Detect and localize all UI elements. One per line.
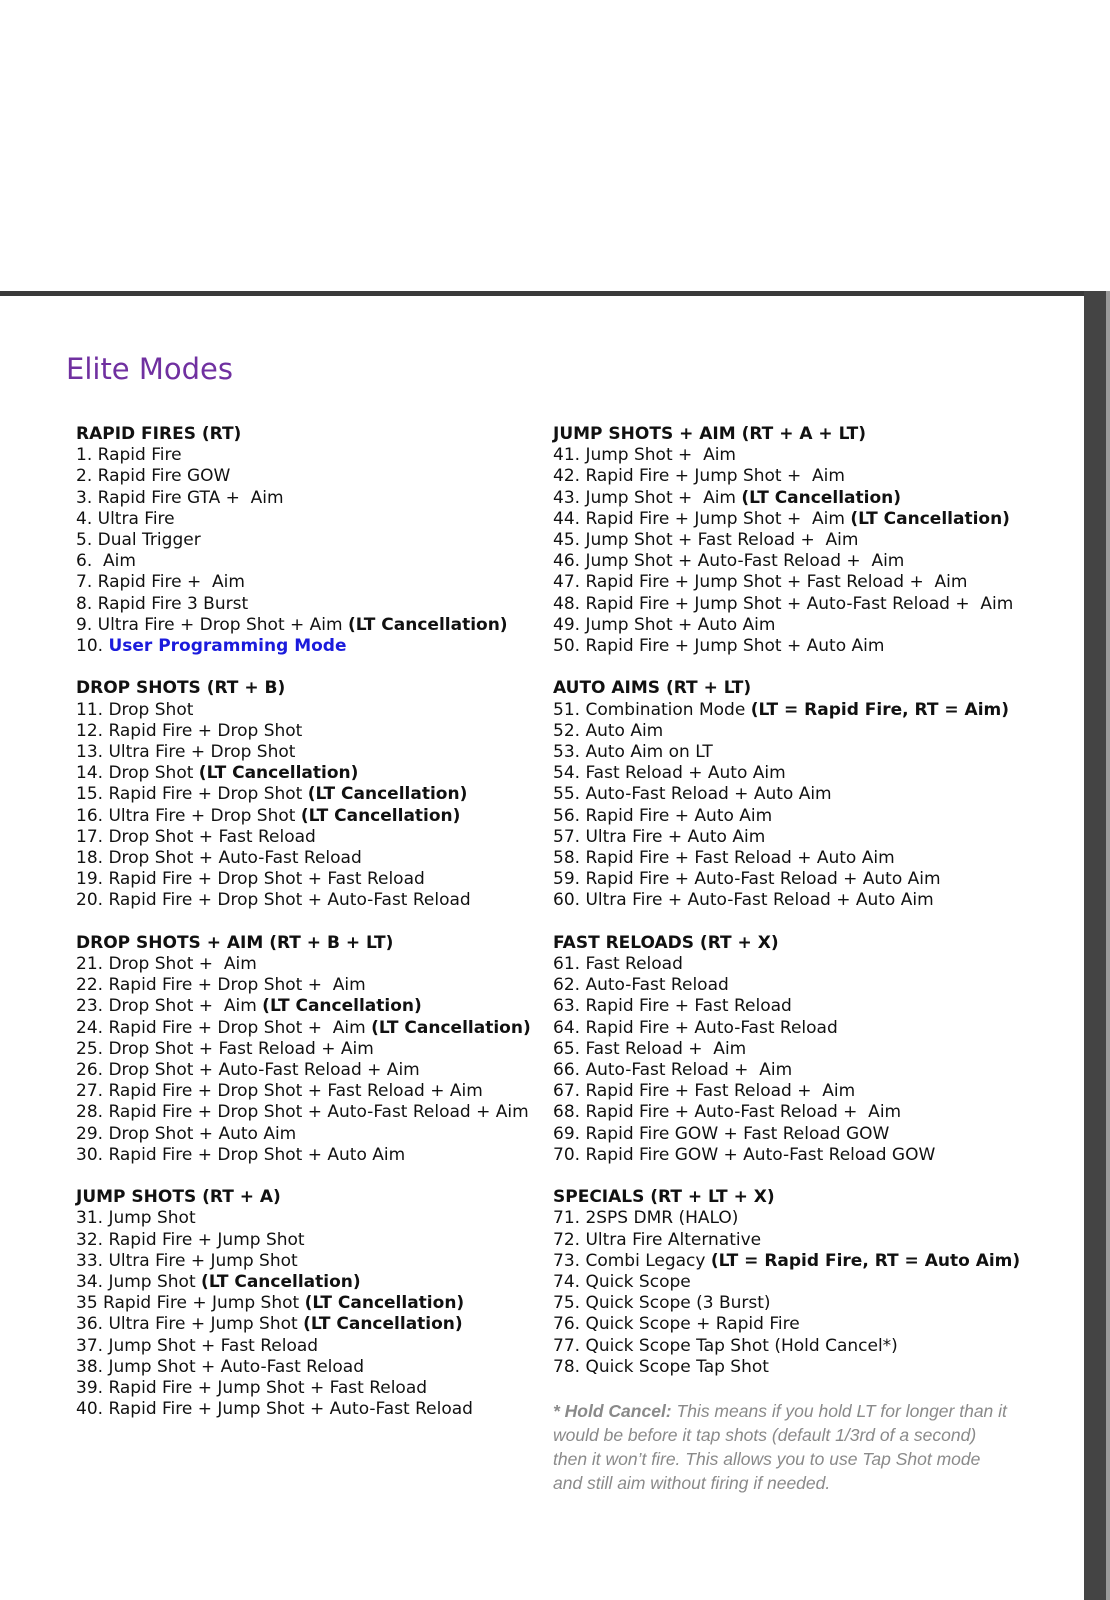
section-heading: RAPID FIRES (RT) [76,424,242,444]
mode-number: 33. [76,1250,104,1271]
mode-number: 32. [76,1229,104,1250]
mode-number: 30. [76,1144,104,1165]
mode-item [553,784,1033,805]
mode-item [76,615,536,636]
mode-item [553,1336,1033,1357]
mode-item [553,721,1033,742]
mode-label: Jump Shot [108,1208,196,1229]
mode-number: 4. [76,508,93,529]
mode-number: 24. [76,1017,104,1038]
user-programming-mode-link[interactable]: User Programming Mode [108,636,347,657]
mode-number: 65. [553,1038,581,1059]
mode-number: 1. [76,445,93,466]
mode-item [76,1145,536,1166]
mode-item [76,700,536,721]
mode-item [76,1272,536,1293]
mode-item [553,594,1033,615]
mode-label: Ultra Fire + Drop Shot [108,805,301,826]
mode-item [553,530,1033,551]
mode-item [76,742,536,763]
mode-item [553,1145,1033,1166]
section-jump-shots-aim-rt-a-lt [553,424,1033,657]
mode-number: 9. [76,614,93,635]
mode-number: 76. [553,1314,581,1335]
mode-label: Auto Aim on LT [585,742,713,763]
mode-number: 23. [76,996,104,1017]
mode-item [553,1081,1033,1102]
mode-modifier: (LT Cancellation) [741,487,901,508]
mode-label: Rapid Fire + Jump Shot + Aim [585,466,845,487]
mode-number: 16. [76,805,104,826]
mode-number: 63. [553,996,581,1017]
mode-label: Jump Shot + Fast Reload + Aim [585,530,859,551]
mode-item [553,1272,1033,1293]
mode-item [553,890,1033,911]
mode-number: 38. [76,1356,104,1377]
mode-item [553,509,1033,530]
mode-item [76,1102,536,1123]
page-title: Elite Modes [66,352,233,386]
mode-number: 66. [553,1060,581,1081]
mode-modifier: (LT Cancellation) [371,1017,531,1038]
mode-label: Rapid Fire [97,445,182,466]
mode-item [76,636,536,657]
mode-label: Drop Shot [108,699,194,720]
section-heading: DROP SHOTS + AIM (RT + B + LT) [76,932,394,953]
mode-label: Quick Scope + Rapid Fire [585,1314,800,1335]
mode-item [76,551,536,572]
mode-number: 72. [553,1229,581,1250]
right-sections [553,424,1033,1378]
mode-label: Rapid Fire + Auto-Fast Reload + Auto Aim [585,869,941,890]
mode-number: 40. [76,1399,104,1420]
mode-label: Ultra Fire + Auto Aim [585,826,766,847]
mode-label: Combination Mode [585,699,751,720]
mode-number: 64. [553,1017,581,1038]
mode-label: Quick Scope [585,1272,691,1293]
mode-number: 75. [553,1293,581,1314]
mode-number: 7. [76,572,93,593]
mode-number: 8. [76,593,93,614]
mode-modifier: (LT Cancellation) [347,614,508,635]
mode-label: Fast Reload + Auto Aim [585,763,786,784]
mode-label: Jump Shot + Aim [585,445,736,466]
mode-item [553,975,1033,996]
mode-item [553,1293,1033,1314]
mode-item [76,1230,536,1251]
mode-number: 44. [553,508,581,529]
mode-label: Rapid Fire + Jump Shot + Auto Aim [585,636,885,657]
mode-label: Ultra Fire Alternative [585,1229,762,1250]
mode-number: 3. [76,487,93,508]
mode-number: 73. [553,1250,581,1271]
mode-item [553,1018,1033,1039]
mode-item [76,572,536,593]
section-jump-shots-rt-a [76,1187,536,1420]
mode-label: Quick Scope Tap Shot (Hold Cancel*) [585,1335,898,1356]
mode-label: Rapid Fire + Aim [97,572,245,593]
mode-item [553,636,1033,657]
mode-label: Drop Shot + Fast Reload + Aim [108,1038,374,1059]
mode-item [553,763,1033,784]
mode-item [76,445,536,466]
mode-number: 51. [553,699,581,720]
mode-number: 50. [553,636,581,657]
mode-number: 5. [76,530,93,551]
mode-label: Rapid Fire + Drop Shot + Aim [108,975,366,996]
mode-label: 2SPS DMR (HALO) [585,1208,739,1229]
mode-label: Quick Scope (3 Burst) [585,1293,771,1314]
mode-item [553,445,1033,466]
mode-label: Rapid Fire GOW + Fast Reload GOW [585,1123,890,1144]
mode-item [553,869,1033,890]
mode-label: Rapid Fire + Auto-Fast Reload + Aim [585,1102,902,1123]
mode-modifier: (LT Cancellation) [850,508,1010,529]
mode-item [76,806,536,827]
mode-number: 45. [553,530,581,551]
mode-label: Rapid Fire + Auto Aim [585,805,773,826]
mode-label: Rapid Fire GTA + Aim [97,487,284,508]
mode-number: 28. [76,1102,104,1123]
mode-item [76,1314,536,1335]
mode-item [553,954,1033,975]
mode-number: 37. [76,1335,104,1356]
page-shadow-edge [1084,291,1106,1600]
mode-label: Rapid Fire + Fast Reload + Aim [585,1081,856,1102]
mode-number: 69. [553,1123,581,1144]
mode-item [553,742,1033,763]
mode-item [76,1336,536,1357]
section-specials-rt-lt-x [553,1187,1033,1378]
mode-number: 34. [76,1272,104,1293]
mode-item [553,1208,1033,1229]
mode-label: Drop Shot + Auto-Fast Reload [108,848,362,869]
mode-label: Drop Shot + Auto-Fast Reload + Aim [108,1060,420,1081]
mode-label: Ultra Fire + Drop Shot [108,742,296,763]
mode-number: 56. [553,805,581,826]
mode-label: Jump Shot + Fast Reload [108,1335,319,1356]
mode-label: Combi Legacy [585,1250,711,1271]
mode-item [553,1251,1033,1272]
mode-number: 36. [76,1314,104,1335]
mode-number: 6. [76,551,93,572]
mode-label: Quick Scope Tap Shot [585,1356,769,1377]
mode-item [76,784,536,805]
mode-item [553,996,1033,1017]
mode-label: Auto Aim [585,720,664,741]
mode-number: 58. [553,848,581,869]
mode-item [76,1124,536,1145]
mode-item [76,466,536,487]
mode-item [76,1039,536,1060]
mode-label: Drop Shot + Auto Aim [108,1123,297,1144]
mode-number: 19. [76,869,104,890]
mode-label: Rapid Fire + Drop Shot [108,784,308,805]
mode-label: Ultra Fire + Jump Shot [108,1314,304,1335]
mode-number: 48. [553,593,581,614]
mode-number: 53. [553,742,581,763]
mode-label: Drop Shot + Aim [108,996,263,1017]
mode-label: Rapid Fire + Jump Shot [103,1293,305,1314]
mode-number: 57. [553,826,581,847]
section-rapid-fires-rt [76,424,536,657]
mode-number: 78. [553,1356,581,1377]
mode-item [553,1230,1033,1251]
mode-item [76,763,536,784]
mode-item [76,1399,536,1420]
mode-item [553,848,1033,869]
mode-label: Rapid Fire + Drop Shot + Auto Aim [108,1144,406,1165]
section-heading: DROP SHOTS (RT + B) [76,678,286,699]
mode-label: Fast Reload [585,954,683,975]
left-column [76,424,536,1442]
mode-label: Ultra Fire + Drop Shot + Aim [97,614,348,635]
mode-number: 14. [76,763,104,784]
mode-modifier: (LT Cancellation) [262,996,422,1017]
mode-number: 71. [553,1208,581,1229]
mode-label: Aim [97,551,136,572]
mode-number: 43. [553,487,581,508]
mode-label: Drop Shot [108,763,199,784]
mode-item [553,615,1033,636]
mode-item [76,1060,536,1081]
mode-modifier: (LT Cancellation) [201,1272,361,1293]
mode-number: 11. [76,699,104,720]
mode-item [76,890,536,911]
mode-number: 2. [76,466,93,487]
mode-label: Fast Reload + Aim [585,1038,747,1059]
mode-item [76,1018,536,1039]
mode-item [553,1039,1033,1060]
mode-number: 22. [76,975,104,996]
mode-item [76,954,536,975]
mode-label: Rapid Fire + Drop Shot + Auto-Fast Reload [108,890,471,911]
mode-label: Rapid Fire + Jump Shot + Auto-Fast Reload + Aim [585,593,1014,614]
mode-number: 67. [553,1081,581,1102]
mode-number: 29. [76,1123,104,1144]
section-drop-shots-aim-rt-b-lt [76,933,536,1166]
mode-modifier: (LT = Rapid Fire, RT = Auto Aim) [710,1250,1021,1271]
mode-number: 46. [553,551,581,572]
mode-label: Jump Shot [108,1272,202,1293]
mode-label: Drop Shot + Fast Reload [108,826,316,847]
mode-modifier: (LT = Rapid Fire, RT = Aim) [750,699,1009,720]
mode-number: 41. [553,445,581,466]
mode-item [553,1102,1033,1123]
mode-item [553,1060,1033,1081]
mode-label: Jump Shot + Aim [585,487,742,508]
mode-number: 47. [553,572,581,593]
mode-item [76,1208,536,1229]
mode-item [553,572,1033,593]
section-heading: AUTO AIMS (RT + LT) [553,678,752,699]
mode-item [76,848,536,869]
mode-number: 55. [553,784,581,805]
mode-number: 13. [76,742,104,763]
mode-label: Rapid Fire + Jump Shot + Fast Reload + Aim [585,572,968,593]
mode-label: Ultra Fire [97,508,175,529]
mode-item [76,996,536,1017]
mode-item [553,827,1033,848]
mode-number: 20. [76,890,104,911]
mode-number: 77. [553,1335,581,1356]
mode-modifier: (LT Cancellation) [300,805,461,826]
mode-item [76,1293,536,1314]
right-column [553,424,1033,1495]
mode-item [76,1378,536,1399]
mode-number: 62. [553,975,581,996]
mode-number: 26. [76,1060,104,1081]
mode-number: 59. [553,869,581,890]
mode-item [76,721,536,742]
footnote-label: * Hold Cancel: [553,1401,672,1422]
mode-number: 18. [76,848,104,869]
mode-item [76,869,536,890]
mode-label: Jump Shot + Auto-Fast Reload [108,1356,365,1377]
mode-item [76,1251,536,1272]
section-heading: SPECIALS (RT + LT + X) [553,1187,775,1208]
mode-number: 42. [553,466,581,487]
section-fast-reloads-rt-x [553,933,1033,1166]
mode-label: Rapid Fire + Drop Shot + Auto-Fast Reload + Aim [108,1102,529,1123]
mode-item [553,551,1033,572]
mode-item [553,700,1033,721]
mode-number: 54. [553,763,581,784]
mode-number: 12. [76,720,104,741]
mode-label: Auto-Fast Reload [585,975,729,996]
mode-label: Rapid Fire + Jump Shot + Auto-Fast Reload [108,1399,473,1420]
section-heading: JUMP SHOTS + AIM (RT + A + LT) [553,424,866,444]
mode-label: Dual Trigger [97,530,201,551]
mode-label: Rapid Fire + Fast Reload + Auto Aim [585,848,895,869]
section-heading: FAST RELOADS (RT + X) [553,932,779,953]
mode-number: 70. [553,1144,581,1165]
mode-label: Rapid Fire + Auto-Fast Reload [585,1017,838,1038]
mode-number: 15. [76,784,104,805]
mode-number: 27. [76,1081,104,1102]
mode-label: Rapid Fire + Fast Reload [585,996,792,1017]
mode-item [76,1081,536,1102]
mode-number: 49. [553,614,581,635]
mode-number: 61. [553,954,581,975]
mode-item [76,1357,536,1378]
section-auto-aims-rt-lt [553,678,1033,911]
mode-label: Jump Shot + Auto Aim [585,614,776,635]
mode-item [76,509,536,530]
hold-cancel-footnote [553,1399,1013,1495]
mode-item [76,827,536,848]
mode-label: Ultra Fire + Jump Shot [108,1250,298,1271]
mode-label: Rapid Fire + Drop Shot [108,720,303,741]
mode-number: 74. [553,1272,581,1293]
mode-label: Rapid Fire GOW [97,466,231,487]
mode-modifier: (LT Cancellation) [303,1314,463,1335]
mode-number: 39. [76,1378,104,1399]
mode-item [76,488,536,509]
mode-number: 31. [76,1208,104,1229]
mode-label: Rapid Fire + Drop Shot + Fast Reload [108,869,425,890]
mode-item [553,1124,1033,1145]
mode-label: Rapid Fire + Jump Shot + Fast Reload [108,1378,428,1399]
mode-number: 35 [76,1293,98,1314]
mode-number: 68. [553,1102,581,1123]
mode-number: 10. [76,636,104,657]
mode-item [76,975,536,996]
mode-label: Jump Shot + Auto-Fast Reload + Aim [585,551,905,572]
mode-item [553,1314,1033,1335]
mode-label: Rapid Fire 3 Burst [97,593,249,614]
mode-label: Rapid Fire GOW + Auto-Fast Reload GOW [585,1144,936,1165]
mode-item [553,466,1033,487]
mode-number: 17. [76,826,104,847]
mode-number: 25. [76,1038,104,1059]
mode-label: Ultra Fire + Auto-Fast Reload + Auto Aim [585,890,934,911]
mode-label: Auto-Fast Reload + Auto Aim [585,784,832,805]
mode-label: Rapid Fire + Drop Shot + Aim [108,1017,372,1038]
document-page [0,291,1084,1600]
mode-label: Drop Shot + Aim [108,954,257,975]
footnote-text: This means if you hold LT for longer than it would be before it tap shots (default 1/3rd of a second) then it won’t fire. This allows you to use Tap Shot mode and still aim without firing if needed. [553,1401,1007,1494]
mode-label: Rapid Fire + Drop Shot + Fast Reload + Aim [108,1081,483,1102]
mode-modifier: (LT Cancellation) [307,784,468,805]
mode-modifier: (LT Cancellation) [304,1293,465,1314]
mode-modifier: (LT Cancellation) [198,763,359,784]
mode-number: 52. [553,720,581,741]
section-drop-shots-rt-b [76,678,536,911]
mode-label: Auto-Fast Reload + Aim [585,1060,793,1081]
mode-label: Rapid Fire + Jump Shot [108,1229,305,1250]
mode-label: Rapid Fire + Jump Shot + Aim [585,508,851,529]
mode-item [553,488,1033,509]
mode-item [553,1357,1033,1378]
mode-number: 60. [553,890,581,911]
page-shadow-edge-outer [1106,291,1110,1600]
section-heading: JUMP SHOTS (RT + A) [76,1187,281,1208]
mode-item [76,594,536,615]
mode-item [553,806,1033,827]
mode-number: 21. [76,954,104,975]
mode-item [76,530,536,551]
